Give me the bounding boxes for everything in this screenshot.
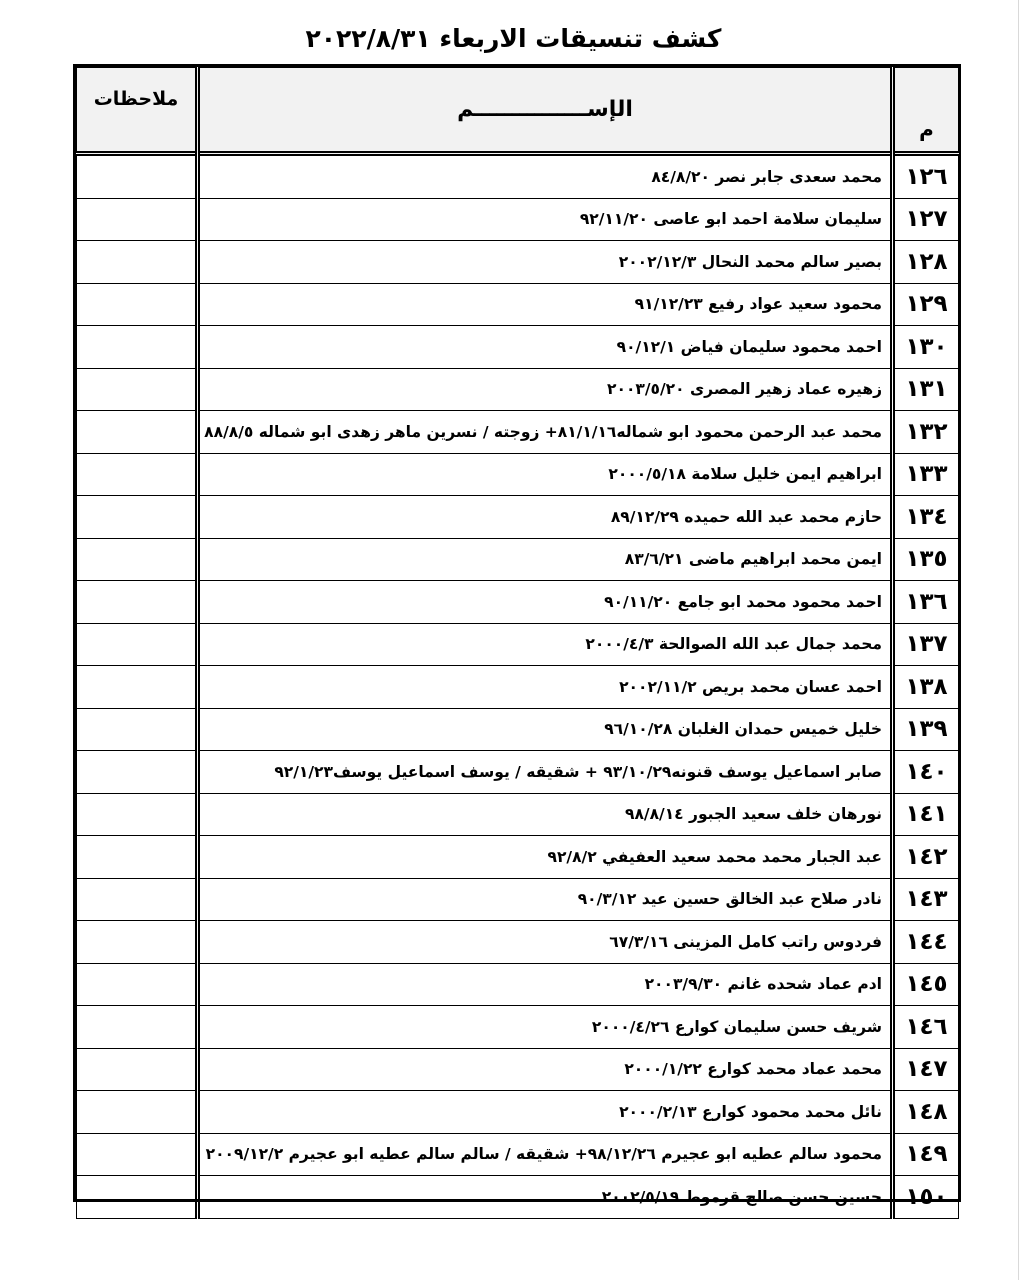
row-name: محمد عبد الرحمن محمود ابو شماله٨١/١/١٦+ زوجته / نسرين ماهر زهدى ابو شماله ٨٨/٨/٥ — [198, 411, 893, 454]
table-row — [77, 496, 959, 539]
header-name-label: الإســـــــــــــــم — [457, 97, 633, 122]
table-row — [77, 1006, 959, 1049]
table-row — [77, 154, 959, 199]
row-notes — [77, 1091, 198, 1134]
row-notes — [77, 198, 198, 241]
row-number: ١٣٨ — [893, 666, 959, 709]
row-number: ١٤٣ — [893, 878, 959, 921]
header-name — [198, 68, 893, 154]
row-notes — [77, 154, 198, 199]
row-notes — [77, 326, 198, 369]
row-number: ١٢٦ — [893, 154, 959, 199]
row-name: فردوس راتب كامل المزينى ٦٧/٣/١٦ — [198, 921, 893, 964]
header-notes: ملاحظات — [77, 68, 198, 154]
page-edge-line — [1018, 0, 1019, 1280]
row-name: بصير سالم محمد النحال ٢٠٠٢/١٢/٣ — [198, 241, 893, 284]
table-row — [77, 878, 959, 921]
row-number: ١٣٥ — [893, 538, 959, 581]
row-number: ١٣١ — [893, 368, 959, 411]
row-number: ١٣٧ — [893, 623, 959, 666]
table-row — [77, 666, 959, 709]
table-header-row — [77, 68, 959, 154]
row-notes — [77, 963, 198, 1006]
row-name: احمد عسان محمد بريص ٢٠٠٢/١١/٢ — [198, 666, 893, 709]
table-row — [77, 1176, 959, 1219]
row-name: حسين حسن صالح قرموط ٢٠٠٢/٥/١٩ — [198, 1176, 893, 1219]
header-number: م — [893, 68, 959, 154]
row-notes — [77, 581, 198, 624]
row-name: حازم محمد عبد الله حميده ٨٩/١٢/٢٩ — [198, 496, 893, 539]
row-name: محمد سعدى جابر نصر ٨٤/٨/٢٠ — [198, 154, 893, 199]
row-name: شريف حسن سليمان كوارع ٢٠٠٠/٤/٢٦ — [198, 1006, 893, 1049]
row-number: ١٢٩ — [893, 283, 959, 326]
row-name: احمد محمود محمد ابو جامع ٩٠/١١/٢٠ — [198, 581, 893, 624]
row-name: زهيره عماد زهير المصرى ٢٠٠٣/٥/٢٠ — [198, 368, 893, 411]
row-name: سليمان سلامة احمد ابو عاصى ٩٢/١١/٢٠ — [198, 198, 893, 241]
row-number: ١٣٣ — [893, 453, 959, 496]
row-number: ١٤٢ — [893, 836, 959, 879]
row-notes — [77, 708, 198, 751]
row-number: ١٤٨ — [893, 1091, 959, 1134]
table-body — [77, 154, 959, 1219]
row-notes — [77, 411, 198, 454]
row-notes — [77, 368, 198, 411]
row-number: ١٢٨ — [893, 241, 959, 284]
row-notes — [77, 1133, 198, 1176]
row-name: محمود سعيد عواد رفيع ٩١/١٢/٢٣ — [198, 283, 893, 326]
row-number: ١٣٤ — [893, 496, 959, 539]
table-row — [77, 1133, 959, 1176]
table-row — [77, 198, 959, 241]
table-row — [77, 581, 959, 624]
row-notes — [77, 283, 198, 326]
row-name: ايمن محمد ابراهيم ماضى ٨٣/٦/٢١ — [198, 538, 893, 581]
table-row — [77, 453, 959, 496]
row-name: صابر اسماعيل يوسف قنونه٩٣/١٠/٢٩ + شقيقه / يوسف اسماعيل يوسف٩٢/١/٢٣ — [198, 751, 893, 794]
row-notes — [77, 921, 198, 964]
row-number: ١٣٩ — [893, 708, 959, 751]
table-row — [77, 1091, 959, 1134]
table-row — [77, 283, 959, 326]
row-notes — [77, 1006, 198, 1049]
table-row — [77, 836, 959, 879]
document-title: كشف تنسيقات الاربعاء ٢٠٢٢/٨/٣١ — [305, 24, 722, 53]
row-number: ١٤٦ — [893, 1006, 959, 1049]
table-row — [77, 963, 959, 1006]
table-row — [77, 623, 959, 666]
row-number: ١٤٠ — [893, 751, 959, 794]
row-number: ١٣٦ — [893, 581, 959, 624]
table-row — [77, 793, 959, 836]
row-notes — [77, 496, 198, 539]
row-number: ١٤٤ — [893, 921, 959, 964]
table-row — [77, 921, 959, 964]
row-notes — [77, 878, 198, 921]
row-number: ١٤٥ — [893, 963, 959, 1006]
row-notes — [77, 1048, 198, 1091]
names-table — [76, 67, 959, 1219]
row-name: عبد الجبار محمد محمد سعيد العفيفي ٩٢/٨/٢ — [198, 836, 893, 879]
table-row — [77, 241, 959, 284]
row-number: ١٥٠ — [893, 1176, 959, 1219]
row-notes — [77, 623, 198, 666]
row-notes — [77, 666, 198, 709]
row-notes — [77, 453, 198, 496]
row-name: نادر صلاح عبد الخالق حسين عيد ٩٠/٣/١٢ — [198, 878, 893, 921]
row-notes — [77, 538, 198, 581]
table-row — [77, 1048, 959, 1091]
row-notes — [77, 241, 198, 284]
row-notes — [77, 836, 198, 879]
row-number: ١٤٩ — [893, 1133, 959, 1176]
table-row — [77, 368, 959, 411]
row-number: ١٢٧ — [893, 198, 959, 241]
row-name: محمود سالم عطيه ابو عجيرم ٩٨/١٢/٢٦+ شقيقه / سالم سالم عطيه ابو عجيرم ٢٠٠٩/١٢/٢ — [198, 1133, 893, 1176]
table-row — [77, 411, 959, 454]
row-notes — [77, 1176, 198, 1219]
row-number: ١٤٧ — [893, 1048, 959, 1091]
row-name: احمد محمود سليمان فياض ٩٠/١٢/١ — [198, 326, 893, 369]
row-name: نائل محمد محمود كوارع ٢٠٠٠/٢/١٣ — [198, 1091, 893, 1134]
row-name: محمد عماد محمد كوارع ٢٠٠٠/١/٢٢ — [198, 1048, 893, 1091]
table-row — [77, 326, 959, 369]
row-notes — [77, 751, 198, 794]
row-name: ادم عماد شحده غانم ٢٠٠٣/٩/٣٠ — [198, 963, 893, 1006]
row-name: خليل خميس حمدان الغلبان ٩٦/١٠/٢٨ — [198, 708, 893, 751]
row-name: ابراهيم ايمن خليل سلامة ٢٠٠٠/٥/١٨ — [198, 453, 893, 496]
table-row — [77, 708, 959, 751]
row-number: ١٤١ — [893, 793, 959, 836]
row-notes — [77, 793, 198, 836]
table-row — [77, 538, 959, 581]
row-name: محمد جمال عبد الله الصوالحة ٢٠٠٠/٤/٣ — [198, 623, 893, 666]
table-row — [77, 751, 959, 794]
names-sheet — [73, 64, 961, 1210]
row-number: ١٣٢ — [893, 411, 959, 454]
row-number: ١٣٠ — [893, 326, 959, 369]
row-name: نورهان خلف سعيد الجبور ٩٨/٨/١٤ — [198, 793, 893, 836]
